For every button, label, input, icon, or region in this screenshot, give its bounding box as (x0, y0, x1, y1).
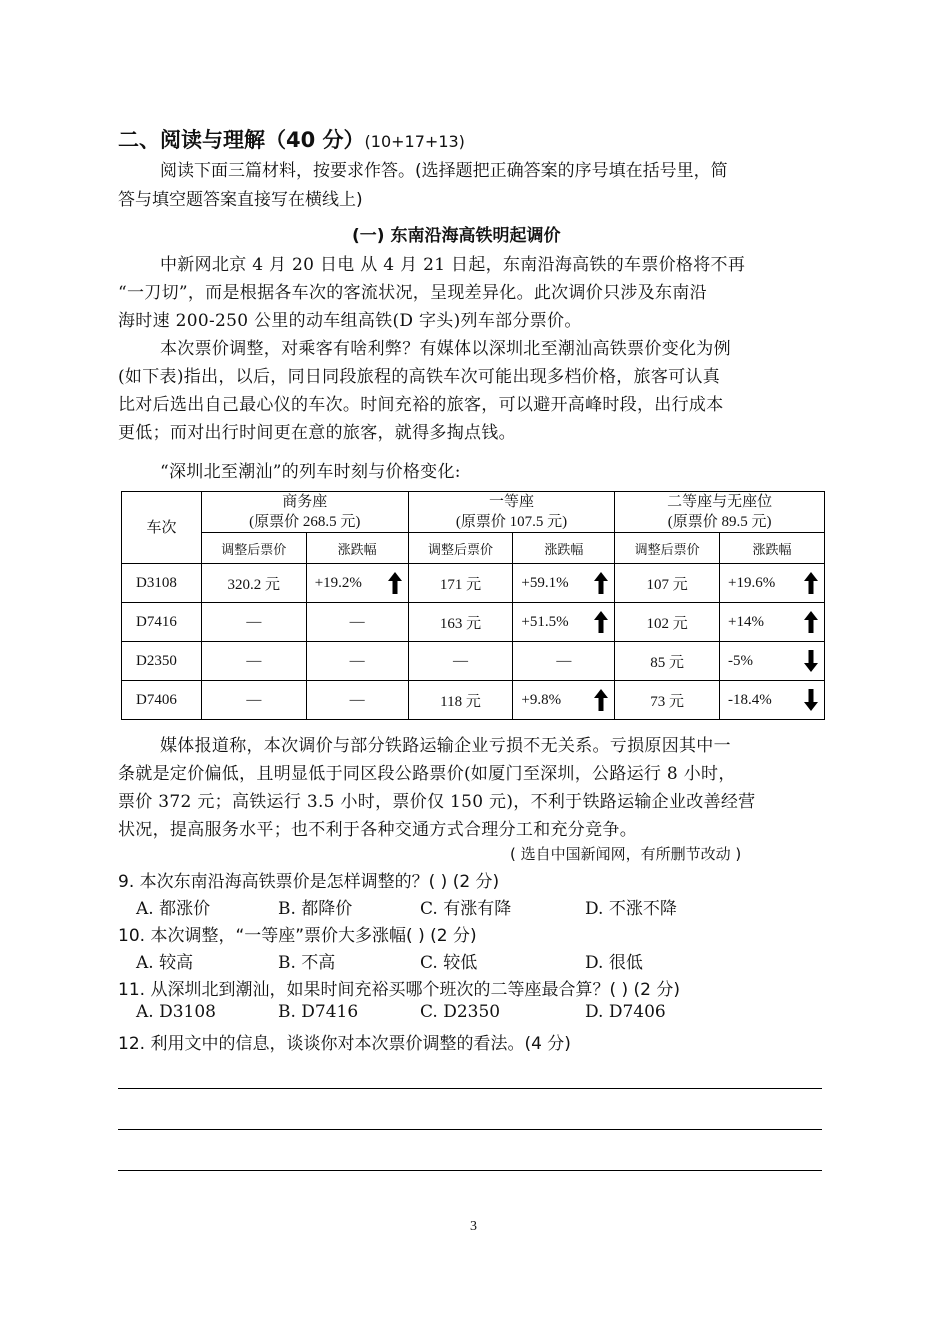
q10-option-c[interactable]: C. 较低 (420, 953, 478, 973)
sub-change-header: 涨跌幅 (720, 533, 825, 564)
price-change-value: +19.6% (728, 574, 776, 591)
adjusted-price: 163 元 (408, 603, 513, 642)
price-change (306, 564, 408, 603)
adjusted-price: 107 元 (615, 564, 720, 603)
q9-option-b[interactable]: B. 都降价 (278, 899, 353, 919)
arrow-down-icon (804, 689, 818, 711)
arrow-up-icon (388, 572, 402, 594)
q9-option-d[interactable]: D. 不涨不降 (585, 899, 677, 919)
adjusted-price: — (201, 681, 306, 720)
group-second-orig: (原票价 89.5 元) (667, 514, 772, 530)
arrow-up-icon (594, 611, 608, 633)
table-row (122, 681, 825, 720)
sub-price-header: 调整后票价 (201, 533, 306, 564)
article-subtitle: (一) 东南沿海高铁明起调价 (352, 226, 561, 246)
answer-line-2[interactable] (118, 1129, 822, 1130)
answer-line-1[interactable] (118, 1088, 822, 1089)
para2-line-3: 比对后选出自己最心仪的车次。时间充裕的旅客，可以避开高峰时段，出行成本 (118, 395, 724, 415)
question-12: 12. 利用文中的信息，谈谈你对本次票价调整的看法。(4 分) (118, 1034, 571, 1054)
price-change (513, 681, 615, 720)
arrow-up-icon (594, 572, 608, 594)
para3-line-1: 媒体报道称，本次调价与部分铁路运输企业亏损不无关系。亏损原因其中一 (160, 736, 731, 756)
price-change (720, 564, 825, 603)
group-business (201, 492, 408, 533)
arrow-up-icon (804, 611, 818, 633)
score-split: (10+17+13) (364, 132, 465, 151)
para1-line-1: 中新网北京 4 月 20 日电 从 4 月 21 日起，东南沿海高铁的车票价格将不再 (160, 255, 746, 275)
arrow-down-icon (804, 650, 818, 672)
para3-line-2: 条就是定价偏低，且明显低于同区段公路票价(如厦门至深圳，公路运行 8 小时， (118, 764, 736, 784)
para3-line-4: 状况，提高服务水平；也不利于各种交通方式合理分工和充分竞争。 (118, 820, 637, 840)
group-second (615, 492, 825, 533)
question-10: 10. 本次调整，“一等座”票价大多涨幅( ) (2 分) (118, 926, 477, 946)
adjusted-price: — (408, 642, 513, 681)
price-change-value: +59.1% (521, 574, 569, 591)
adjusted-price: 85 元 (615, 642, 720, 681)
group-business-name: 商务座 (282, 494, 328, 510)
q9-option-c[interactable]: C. 有涨有降 (420, 899, 512, 919)
adjusted-price: 171 元 (408, 564, 513, 603)
sub-price-header: 调整后票价 (615, 533, 720, 564)
price-change: — (306, 642, 408, 681)
price-change (720, 681, 825, 720)
para1-line-3: 海时速 200-250 公里的动车组高铁(D 字头)列车部分票价。 (118, 311, 582, 331)
source-note: ( 选自中国新闻网，有所删节改动 ) (510, 845, 742, 863)
train-number: D2350 (122, 642, 202, 681)
page-number: 3 (470, 1219, 477, 1234)
table-row (122, 642, 825, 681)
q11-option-a[interactable]: A. D3108 (136, 1002, 216, 1022)
para2-line-2: (如下表)指出，以后，同日同段旅程的高铁车次可能出现多档价格，旅客可认真 (118, 367, 721, 387)
q10-option-d[interactable]: D. 很低 (585, 953, 643, 973)
table-subheader-row (122, 533, 825, 564)
para1-line-2: “一刀切”，而是根据各车次的客流状况，呈现差异化。此次调价只涉及东南沿 (118, 283, 707, 303)
col-train-header: 车次 (122, 492, 202, 564)
fare-table (121, 491, 825, 720)
question-9: 9. 本次东南沿海高铁票价是怎样调整的？( ) (2 分) (118, 872, 500, 892)
arrow-up-icon (594, 689, 608, 711)
price-change (720, 642, 825, 681)
para2-line-4: 更低；而对出行时间更在意的旅客，就得多掏点钱。 (118, 423, 516, 443)
q10-option-b[interactable]: B. 不高 (278, 953, 336, 973)
table-row (122, 564, 825, 603)
price-change-value: +9.8% (521, 691, 562, 708)
section-title (118, 124, 465, 154)
price-change (513, 564, 615, 603)
sub-change-header: 涨跌幅 (306, 533, 408, 564)
group-second-name: 二等座与无座位 (667, 494, 773, 510)
para3-line-3: 票价 372 元；高铁运行 3.5 小时，票价仅 150 元)，不利于铁路运输企业改善经营 (118, 792, 756, 812)
q10-option-a[interactable]: A. 较高 (136, 953, 194, 973)
price-change (513, 603, 615, 642)
para2-line-1: 本次票价调整，对乘客有啥利弊？有媒体以深圳北至潮汕高铁票价变化为例 (160, 339, 731, 359)
group-first (408, 492, 615, 533)
sub-price-header: 调整后票价 (408, 533, 513, 564)
price-change-value: +19.2% (314, 574, 362, 591)
price-change: — (306, 681, 408, 720)
adjusted-price: — (201, 642, 306, 681)
train-number: D3108 (122, 564, 202, 603)
q11-option-c[interactable]: C. D2350 (420, 1002, 501, 1022)
question-11: 11. 从深圳北到潮汕，如果时间充裕买哪个班次的二等座最合算？( ) (2 分) (118, 980, 680, 1000)
group-first-orig: (原票价 107.5 元) (455, 514, 568, 530)
price-change: — (513, 642, 615, 681)
q9-option-a[interactable]: A. 都涨价 (136, 899, 211, 919)
group-business-orig: (原票价 268.5 元) (249, 514, 361, 530)
table-caption: “深圳北至潮汕”的列车时刻与价格变化: (160, 462, 461, 482)
adjusted-price: 320.2 元 (201, 564, 306, 603)
arrow-up-icon (804, 572, 818, 594)
price-change (720, 603, 825, 642)
price-change-value: -18.4% (728, 691, 772, 708)
price-change-value: +51.5% (521, 613, 569, 630)
group-first-name: 一等座 (488, 494, 534, 510)
price-change-value: +14% (728, 613, 765, 630)
price-change-value: -5% (728, 652, 754, 669)
sub-change-header: 涨跌幅 (513, 533, 615, 564)
adjusted-price: 118 元 (408, 681, 513, 720)
table-header-row (122, 492, 825, 533)
train-number: D7406 (122, 681, 202, 720)
adjusted-price: — (201, 603, 306, 642)
q11-option-d[interactable]: D. D7406 (585, 1002, 666, 1022)
price-change: — (306, 603, 408, 642)
adjusted-price: 102 元 (615, 603, 720, 642)
instruction-line-1: 阅读下面三篇材料，按要求作答。(选择题把正确答案的序号填在括号里，简 (160, 161, 728, 181)
table-row (122, 603, 825, 642)
instruction-line-2: 答与填空题答案直接写在横线上) (118, 190, 363, 210)
answer-line-3[interactable] (118, 1170, 822, 1171)
train-number: D7416 (122, 603, 202, 642)
adjusted-price: 73 元 (615, 681, 720, 720)
q11-option-b[interactable]: B. D7416 (278, 1002, 359, 1022)
section-title-text: 二、阅读与理解（40 分） (118, 128, 365, 152)
